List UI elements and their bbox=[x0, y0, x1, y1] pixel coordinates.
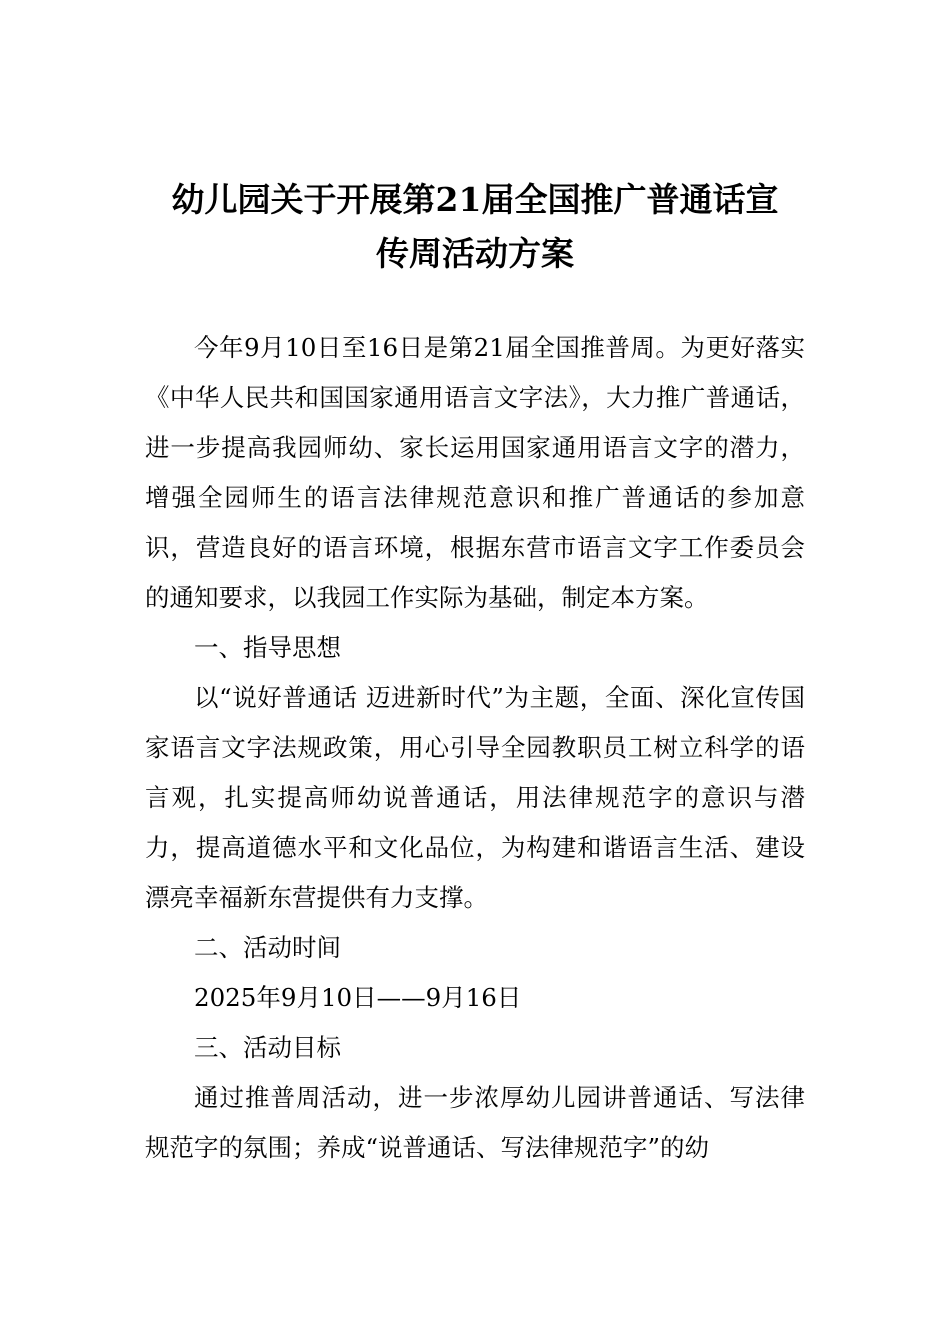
section-heading-guiding-thought: 一、指导思想 bbox=[194, 633, 341, 662]
section-heading-activity-goals: 三、活动目标 bbox=[194, 1033, 341, 1062]
section-paragraph-activity-goals: 通过推普周活动，进一步浓厚幼儿园讲普通话、写法律规范字的氛围；养成“说普通话、写法律规范字”的幼 bbox=[145, 1083, 805, 1162]
document-body bbox=[145, 323, 805, 1173]
intro-paragraph: 今年9月10日至16日是第21届全国推普周。为更好落实《中华人民共和国国家通用语言文字法》，大力推广普通话，进一步提高我园师幼、家长运用国家通用语言文字的潜力，增强全园师生的语言法律规范意识和推广普通话的参加意识，营造良好的语言环境，根据东营市语言文字工作委员会的通知要求，以我园工作实际为基础，制定本方案。 bbox=[145, 333, 805, 612]
section-heading-activity-time: 二、活动时间 bbox=[194, 933, 341, 962]
section-paragraph-activity-time: 2025年9月10日——9月16日 bbox=[194, 983, 522, 1012]
section-paragraph-guiding-thought: 以“说好普通话 迈进新时代”为主题，全面、深化宣传国家语言文字法规政策，用心引导全园教职员工树立科学的语言观，扎实提高师幼说普通话，用法律规范字的意识与潜力，提高道德水平和文化品位，为构建和谐语言生活、建设漂亮幸福新东营提供有力支撑。 bbox=[145, 683, 805, 912]
document-title-line-1: 幼儿园关于开展第21届全国推广普通话宣 bbox=[171, 180, 779, 219]
document-title-line-2: 传周活动方案 bbox=[376, 234, 574, 273]
